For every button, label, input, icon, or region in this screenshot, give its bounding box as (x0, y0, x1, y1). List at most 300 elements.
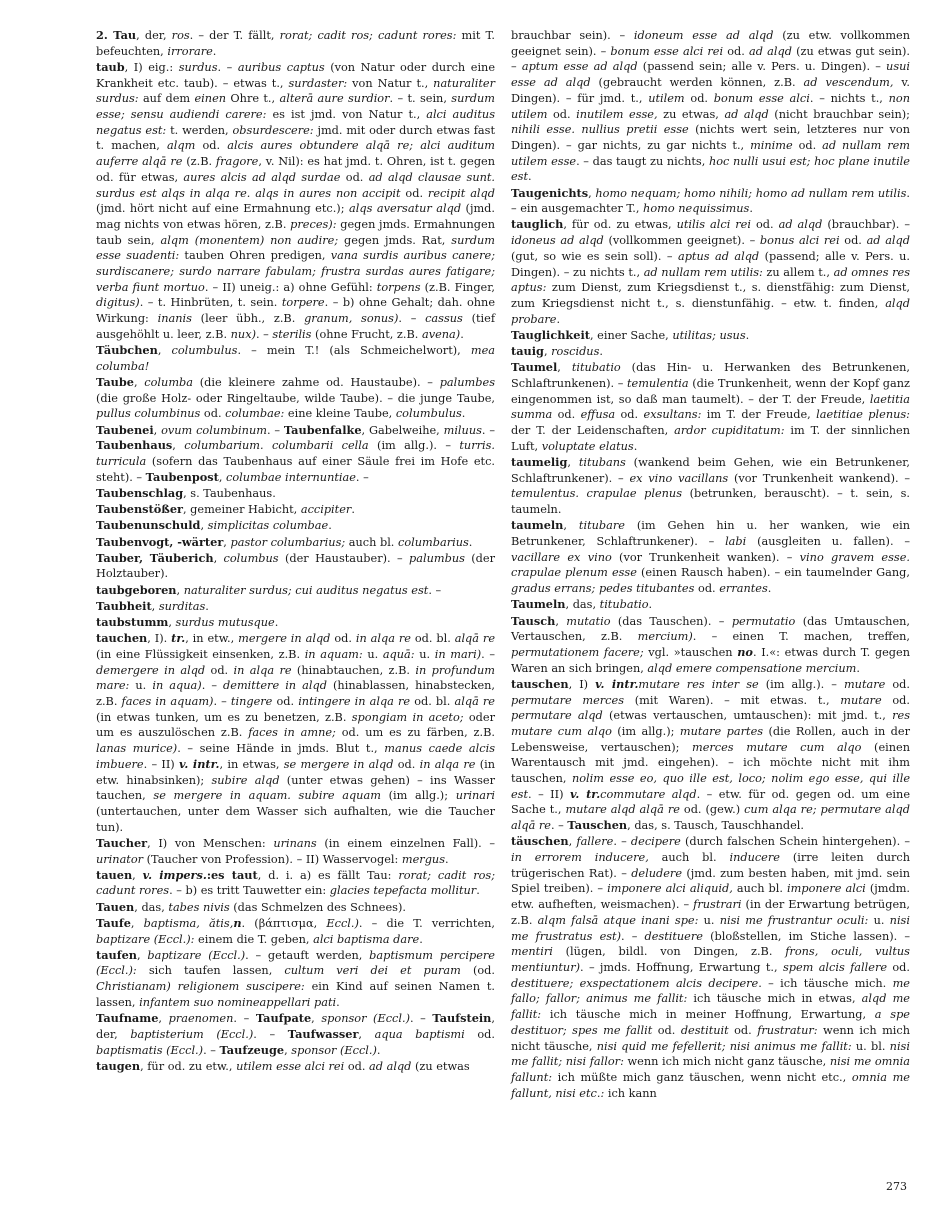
entry-text: . – ein ausgemachter T., (511, 186, 910, 216)
entry-text: . – II) (143, 757, 179, 771)
entry-text: (im allg.). – (758, 677, 844, 691)
dictionary-entry (96, 486, 495, 502)
latin-term: ad alqd (369, 1059, 412, 1073)
entry-text: (in der Erwartung betrügen, z.B. (511, 898, 910, 927)
dictionary-entry (96, 631, 495, 835)
entry-text: , (172, 439, 185, 453)
grammar-label: v. impers. (142, 867, 207, 882)
latin-term: aquā: (382, 647, 415, 661)
latin-term: permutationem facere; (511, 645, 644, 659)
entry-text: (jmd. zum besten haben, mit jmd. sein Spiel treiben). – (511, 866, 911, 896)
latin-term: accipiter (300, 503, 352, 517)
latin-term: aptus ad alqd (677, 249, 760, 263)
latin-term: mea columba! (96, 344, 495, 373)
latin-term: roscidus (551, 345, 600, 359)
latin-term: titubans (578, 455, 626, 469)
entry-text: (brauchbar). – (822, 218, 910, 232)
entry-text: (wankend beim Gehen, wie ein Betrunkener, Schlaftrunkener). – (511, 455, 911, 485)
entry-text: (gut, so wie es sein soll). – (511, 249, 678, 263)
entry-text: (untertauchen, unter dem Wasser sich aufhalten, wie die Taucher tun). (96, 804, 495, 834)
entry-text: . (460, 327, 464, 341)
latin-term: spem alcis fallere (782, 960, 888, 974)
entry-text: (irre leiten durch trügerischen Rat). – (511, 851, 910, 880)
latin-term: ad vescendum, (803, 76, 894, 90)
headword: tauchen (96, 631, 148, 646)
grammar-label: v. intr. (178, 756, 220, 771)
entry-text: ich kann (604, 1086, 657, 1100)
entry-text: , (567, 455, 579, 469)
latin-term: simplicitas columbae (207, 519, 329, 533)
latin-term: inutilem esse, (576, 107, 658, 121)
headword: Taubenhaus (96, 438, 173, 453)
entry-text: , (223, 535, 231, 549)
latin-term: columbulus (171, 344, 238, 358)
entry-text: mit T. befeuchten, (96, 29, 495, 58)
latin-term: nisi quid me fefellerit; nisi animus me fallit: (596, 1039, 852, 1053)
latin-term: lanas murice) (96, 742, 178, 756)
entry-text: od. (684, 91, 714, 105)
entry-text: zu etwas, (657, 107, 725, 121)
headword: Taufzeuge (219, 1042, 285, 1057)
entry-text: (in eine Flüssigkeit einsenken, z.B. (96, 647, 305, 661)
entry-text: , (200, 519, 208, 533)
entry-text: eine kleine Taube, (284, 407, 396, 421)
entry-text: od. (552, 408, 581, 422)
entry-text: (in einem einzelnen Fall). – (316, 836, 496, 850)
latin-term: imponere alci aliquid, (607, 882, 733, 896)
entry-text: od. (400, 186, 428, 200)
entry-text: (die kleinere zahme od. Haustaube). – (193, 375, 440, 389)
entry-text: (im allg.). – (368, 439, 460, 453)
latin-term: columbulus (395, 407, 462, 421)
entry-text: . (376, 1043, 381, 1057)
entry-text: . (749, 202, 753, 216)
entry-text: od. (615, 408, 644, 422)
latin-term: irrorare (167, 44, 213, 58)
latin-term: manus caede alcis imbuere (96, 742, 495, 771)
entry-text: od. (393, 757, 420, 771)
latin-term: surdus mutusque (175, 616, 275, 630)
entry-text: (der Haustauber). – (278, 551, 410, 565)
latin-term: mergere in alqd (238, 632, 331, 646)
latin-term: utilitas; usus (672, 328, 746, 342)
latin-term: ad omnes res aptus: (511, 265, 910, 295)
entry-text: , für od. zu etwas, (563, 218, 677, 232)
entry-text: , der, (136, 29, 172, 42)
entry-text: od. (464, 1027, 495, 1041)
headword: Taufwasser (287, 1026, 359, 1041)
entry-text: (lügen, bildl. von Dingen, z.B. (552, 945, 786, 959)
latin-term: errantes (719, 582, 768, 596)
dictionary-entry (511, 614, 910, 677)
entry-text: od. (340, 170, 369, 184)
entry-text: , (153, 423, 162, 437)
headword: tauig (511, 344, 544, 359)
entry-text: (das Schmelzen des Schnees). (229, 900, 406, 914)
latin-term: mutare partes (679, 724, 764, 738)
entry-text: , d. i. a) es fällt Tau: (257, 868, 399, 882)
entry-text: od. (887, 960, 911, 974)
entry-text: . – (255, 327, 273, 341)
entry-text: . – (266, 423, 284, 437)
entry-text: od. (881, 693, 910, 707)
latin-term: laetitiae plenus: (816, 408, 910, 422)
latin-term: in mari) (434, 647, 482, 661)
dictionary-entry (96, 375, 495, 422)
entry-text: (etwas vertauschen, umtauschen): mit jmd. t., (602, 709, 893, 723)
entry-text: , einer Sache, (589, 328, 673, 342)
entry-text: , I). (147, 632, 172, 646)
latin-term: sponsor (Eccl.) (291, 1043, 377, 1057)
entry-text: (betrunken, berauscht). – t. sein, s. taumeln. (511, 487, 910, 517)
headword: Täubchen (96, 343, 158, 358)
entry-text: tauben Ohren predigen, (179, 249, 331, 263)
entry-text: . – (253, 1027, 288, 1041)
latin-term: effusa (580, 408, 616, 422)
latin-term: mentiri (511, 945, 553, 959)
entry-text: . – ich täusche mich. (758, 976, 893, 990)
entry-text: . – (621, 929, 645, 943)
latin-term: rorat; cadit ros; cadunt rores: (279, 29, 457, 42)
latin-term: bonum esse alci rei (610, 44, 724, 58)
entry-text: od. um es zu färben, z.B. (335, 726, 495, 740)
entry-text: (leer übh., z.B. (191, 312, 305, 326)
latin-term: homo nequam; homo nihili; homo ad nullam rem utilis (595, 186, 907, 200)
entry-text: Ohre t., (226, 92, 280, 106)
entry-text: . – (481, 423, 495, 437)
entry-text: , das, s. Tausch, Tauschhandel. (627, 819, 804, 833)
entry-text: . (212, 44, 217, 58)
entry-text: es ist jmd. von Natur t., (266, 108, 427, 122)
latin-term: idoneus ad alqd (511, 234, 604, 248)
entry-text: (zu etw. vollkommen geeignet sein). – (511, 29, 910, 58)
latin-term: alqd probare (511, 296, 910, 326)
latin-term: in alqa re (355, 632, 411, 646)
dictionary-entry (96, 836, 495, 867)
headword: Tauschen (567, 818, 628, 833)
latin-term: turris. turricula (96, 439, 496, 468)
entry-text: , (358, 1027, 375, 1041)
latin-term: destituere (644, 929, 703, 943)
entry-text: (nicht brauchbar sein); (768, 107, 910, 121)
dictionary-entry (511, 518, 910, 597)
latin-term: res mutare cum alqo (511, 709, 910, 738)
dictionary-entry (96, 551, 495, 582)
latin-term: surdaster: (288, 76, 348, 90)
entry-text: (die Trunkenheit, wenn der Kopf ganz eingenommen ist, so daß man taumelt). – der T. der Freude, (511, 376, 910, 406)
entry-text: . (599, 345, 603, 359)
entry-text: u. (698, 913, 720, 927)
latin-term: alqm (monentem) non audire; (160, 233, 339, 247)
entry-text: , (557, 361, 572, 375)
left-column (96, 28, 495, 1075)
latin-term: bonus alci rei (759, 234, 840, 248)
latin-term: cultum veri dei et puram (284, 964, 461, 978)
entry-text: (vor Trunkenheit wankend). – (728, 471, 910, 485)
page-number: 273 (886, 1180, 907, 1193)
entry-text: . (βάπτισμα, (241, 916, 327, 930)
latin-term: glacies tepefacta mollitur (329, 884, 477, 898)
headword: Taufpate (255, 1011, 312, 1026)
entry-text: (einen Warentausch mit jmd. eingehen). – ich möchte nicht mit ihm tauschen, (511, 740, 910, 786)
entry-text: u. (868, 913, 890, 927)
entry-text: . – etw. für od. gegen od. um eine Sache t., (511, 787, 911, 817)
latin-term: baptisma, ătis, (143, 916, 234, 930)
entry-text: . – (481, 647, 495, 661)
headword: täuschen (511, 834, 569, 849)
entry-text: , s. Taubenhaus. (183, 486, 276, 500)
entry-text: . – jmds. Hoffnung, Erwartung t., (580, 960, 783, 974)
grammar-label: no (737, 644, 753, 659)
entry-text: , (284, 1043, 292, 1057)
dictionary-entry (511, 360, 910, 454)
latin-term: omnia me fallunt, nisi etc.: (511, 1070, 910, 1100)
entry-text: , (176, 583, 184, 597)
latin-term: vino gravem esse. crapulae plenum esse (511, 550, 910, 580)
entry-text: , I) eig.: (124, 60, 179, 74)
entry-text: oder um es auszulöschen z.B. (96, 710, 495, 740)
entry-text: . – II) uneig.: a) ohne Gefühl: (204, 280, 377, 294)
entry-text: od. (205, 663, 234, 677)
entry-text: . – (217, 60, 238, 74)
entry-text: . (856, 661, 860, 675)
headword: Taufe (96, 915, 131, 930)
entry-text: u. (362, 647, 383, 661)
entry-text: (unter etwas gehen) – ins Wasser tauchen, (96, 773, 496, 803)
headword: Taumeln (511, 597, 566, 612)
latin-term: commutare alqd (600, 787, 697, 801)
grammar-label: n (233, 915, 242, 930)
dictionary-entry (96, 28, 495, 59)
latin-term: avena) (421, 327, 461, 341)
dictionary-entry (96, 502, 495, 518)
headword: Taube (96, 374, 134, 389)
entry-text: . – die T. verrichten, (358, 916, 496, 930)
dictionary-entry (511, 455, 910, 518)
latin-term: alterā aure surdior (279, 92, 390, 106)
dictionary-entry (511, 834, 910, 1101)
latin-term: decipere (630, 835, 681, 849)
headword: taubstumm (96, 615, 169, 630)
latin-term: infantem suo nomineappellari pati (139, 995, 337, 1009)
latin-term: aqua baptismi (374, 1027, 465, 1041)
latin-term: baptismum percipere (Eccl.): (96, 948, 495, 978)
entry-text: . (633, 439, 638, 453)
latin-term: vacillare ex vino (511, 550, 612, 564)
dictionary-entry (96, 948, 495, 1011)
latin-term: nisi me fallit; nisi fallor: (511, 1039, 910, 1069)
dictionary-entry (96, 423, 495, 486)
latin-term: idoneum esse ad alqd (633, 29, 774, 42)
latin-term: permutare merces (511, 693, 624, 707)
latin-term: fallere (576, 835, 614, 849)
latin-term: temulentia (626, 376, 689, 390)
entry-text: . – b) ohne Gehalt; dah. ohne Wirkung: (96, 296, 496, 326)
headword: Taumel (511, 360, 558, 375)
headword: tauen (96, 867, 133, 882)
latin-term: alqd emere compensatione mercium (647, 661, 857, 675)
latin-term: utilem (648, 91, 685, 105)
entry-text: . (328, 519, 332, 533)
entry-text: , für od. zu etw., (140, 1059, 237, 1073)
entry-text: . (336, 995, 340, 1009)
latin-term: torpens (376, 280, 421, 294)
entry-text: . (205, 599, 209, 613)
entry-text: (passend; alle v. Pers. u. Dingen). – zu nichts t., (511, 249, 910, 279)
latin-term: ad alqd (724, 107, 769, 121)
latin-term: ad alqd (866, 234, 911, 248)
latin-term: obsurdescere: (232, 123, 314, 137)
headword: Taubenunschuld (96, 518, 201, 533)
entry-text: , (563, 519, 579, 533)
entry-text: , (158, 1012, 169, 1026)
latin-term: rorat; cadit ros; cadunt rores (96, 868, 496, 898)
entry-text: ich täusche mich in etwas, (687, 992, 862, 1006)
entry-text: od. (885, 677, 910, 691)
entry-text: . – (613, 835, 631, 849)
entry-text: vgl. »tauschen (643, 645, 738, 659)
headword: Taufname (96, 1011, 159, 1026)
entry-text: (in etwas tunken, um es zu benetzen, z.B. (96, 710, 352, 724)
latin-term: nisi me omnia fallunt: (511, 1055, 910, 1084)
entry-text: (die Rollen, auch in der Lebensweise, vertauschen); (511, 724, 910, 754)
entry-text: (im Gehen hin u. her wanken, wie ein Betrunkener, Schlaftrunkener). – (511, 519, 910, 548)
latin-term: baptizare (Eccl.) (147, 948, 246, 962)
entry-text: . – (355, 470, 369, 484)
latin-term: homo nequissimus (643, 202, 750, 216)
entry-text: . – (428, 583, 442, 597)
headword: Tauber, Täuberich (96, 550, 214, 565)
entry-text: od. (344, 1059, 370, 1073)
headword: Taubenfalke (283, 422, 362, 437)
entry-text: zu allem t., (762, 265, 834, 279)
entry-text: . (745, 328, 750, 342)
headword: taufen (96, 947, 138, 962)
entry-text: . – nichts t., (809, 91, 889, 105)
entry-text: auch bl. (345, 535, 398, 549)
latin-term: surdum esse suadenti: (96, 233, 495, 263)
entry-text: od. (728, 1023, 758, 1037)
entry-text: od. (694, 582, 720, 596)
entry-text: . – II) (528, 787, 570, 801)
entry-text: (ohne Frucht, z.B. (311, 327, 422, 341)
entry-text: . – das taugt zu nichts, (576, 154, 709, 168)
latin-term: Christianam) religionem suscipere: (96, 980, 305, 994)
entry-text: (ausgleiten u. fallen). – (746, 535, 910, 548)
entry-text: . – (233, 1012, 256, 1026)
latin-term: se mergere in aquam. subire aquam (153, 789, 381, 803)
entry-text: zum Dienst, zum Kriegsdienst t., s. dienstfähig: zum Dienst, zum Kriegsdienst nicht t., s. dienstunfähig. – etw. t. finden, (511, 281, 910, 310)
entry-text: , (130, 916, 144, 930)
latin-term: nux) (230, 327, 256, 341)
entry-text: (z.B. (182, 155, 216, 169)
entry-text: . – seine Hände in jmds. Blut t., (177, 742, 385, 756)
entry-text: . – (201, 679, 224, 693)
latin-term: bonum esse alci (713, 91, 810, 105)
latin-term: urinator (96, 852, 144, 866)
entry-text: , (218, 470, 227, 484)
headword: Taucher (96, 835, 148, 850)
entry-text: einem die T. geben, (194, 932, 314, 946)
entry-text: , (168, 616, 176, 630)
entry-text: . – einen T. machen, treffen, (692, 630, 911, 644)
latin-term: inducere (729, 851, 780, 865)
dictionary-entry (96, 615, 495, 631)
latin-term: urinans (273, 836, 317, 850)
entry-text: der T. der Leidenschaften, (511, 424, 675, 438)
latin-term: surdum esse; sensu audiendi carere: (96, 92, 495, 122)
latin-term: urinari (455, 789, 496, 803)
entry-text: (vollkommen geeignet). – (603, 234, 760, 248)
latin-term: surditas (158, 599, 206, 613)
entry-text: (im allg.); (611, 724, 680, 738)
entry-text: (Taucher von Profession). – II) Wasservogel: (143, 852, 402, 866)
latin-term: destituere; exspectationem alcis decipere (511, 976, 759, 990)
latin-term: ex vino vacillans (629, 471, 729, 485)
latin-term: nisi me frustrantur oculi: (719, 913, 869, 927)
entry-text: od. (195, 139, 228, 153)
latin-term: ardor cupiditatum: (674, 424, 785, 438)
latin-term: alqs aversatur alqd (349, 202, 462, 216)
entry-text: , der, (96, 1012, 495, 1041)
latin-term: columbus (223, 551, 279, 565)
latin-term: columbarius (398, 535, 469, 549)
dictionary-entry (96, 900, 495, 916)
entry-text: (jmd. mag nichts von etwas hören, z.B. (96, 202, 495, 231)
entry-text: (z.B. Finger, (420, 280, 495, 294)
entry-text: u. bl. (851, 1039, 890, 1053)
grammar-label: tr. (171, 631, 186, 646)
entry-text: , gemeiner Habicht, (183, 503, 301, 517)
entry-text: od. (272, 695, 299, 709)
entry-text: od. (723, 44, 750, 58)
latin-term: deludere (631, 866, 683, 880)
entry-text: (hinablassen, hinabstecken, z.B. (96, 679, 495, 709)
latin-term: gradus errans; pedes titubantes (511, 582, 695, 596)
dictionary-entry (511, 217, 910, 327)
entry-text: , das, (565, 598, 600, 612)
latin-term: minime (750, 138, 793, 152)
latin-term: usui esse ad alqd (511, 60, 911, 90)
headword: Taubenstößer (96, 502, 183, 517)
latin-term: ad alqd clausae sunt. surdus est alqs in alqa re. alqs in aures non accipit (96, 170, 495, 200)
entry-text: . (445, 852, 449, 866)
entry-text: , (151, 599, 159, 613)
latin-term: faces in aquam) (121, 695, 214, 709)
latin-term: intingere in alqa re (298, 695, 411, 709)
entry-text: (die große Holz- oder Ringeltaube, wilde Taube). – die junge Taube, (96, 391, 495, 405)
headword: Taufstein (432, 1011, 492, 1026)
dictionary-entry (511, 186, 910, 217)
latin-term: ad nullam rem utilis: (643, 265, 763, 279)
headword: taumelig (511, 454, 568, 469)
latin-term: recipit alqd (427, 186, 496, 200)
entry-text: t. werden, (166, 123, 233, 137)
entry-text: . (351, 503, 355, 517)
entry-text: (in etw. hinabsinken); (96, 757, 495, 787)
dictionary-entry (96, 583, 495, 599)
latin-term: alqd me fallit: (511, 992, 910, 1022)
entry-text: . – der T. fällt, (189, 29, 280, 42)
entry-text: , (311, 1012, 322, 1026)
dictionary-entry (96, 868, 495, 899)
latin-term: pastor columbarius; (230, 535, 346, 549)
entry-text: , (543, 345, 552, 359)
entry-text: im T. der Freude, (701, 408, 817, 422)
latin-term: ad alqd (749, 44, 792, 58)
dictionary-entry (96, 343, 495, 374)
latin-term: me fallo; fallor; animus me fallit: (511, 976, 910, 1006)
